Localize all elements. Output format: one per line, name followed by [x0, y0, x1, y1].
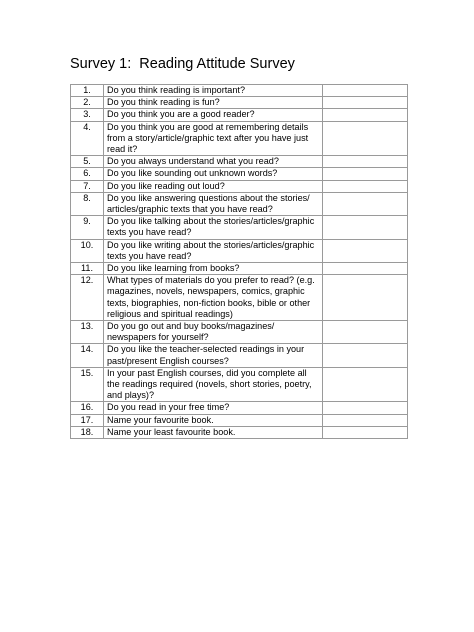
table-row — [71, 85, 408, 97]
question-text: Do you think you are good at remembering details from a story/article/graphic text after you have just read it? — [104, 121, 323, 156]
table-row — [71, 109, 408, 121]
answer-cell[interactable] — [323, 156, 408, 168]
question-text: Name your least favourite book. — [104, 426, 323, 438]
table-row — [71, 97, 408, 109]
question-text: Do you like sounding out unknown words? — [104, 168, 323, 180]
question-text: Do you read in your free time? — [104, 402, 323, 414]
question-number: 10. — [71, 239, 104, 262]
answer-cell[interactable] — [323, 402, 408, 414]
question-number: 1. — [71, 85, 104, 97]
question-text: Do you like answering questions about the stories/ articles/graphic texts that you have read? — [104, 192, 323, 215]
question-text: Do you like writing about the stories/articles/graphic texts you have read? — [104, 239, 323, 262]
question-number: 7. — [71, 180, 104, 192]
question-number: 5. — [71, 156, 104, 168]
answer-cell[interactable] — [323, 239, 408, 262]
survey-table — [70, 84, 408, 439]
answer-cell[interactable] — [323, 85, 408, 97]
page-title: Survey 1: Reading Attitude Survey — [70, 56, 295, 72]
question-number: 15. — [71, 367, 104, 402]
table-row — [71, 426, 408, 438]
question-text: Do you go out and buy books/magazines/ newspapers for yourself? — [104, 321, 323, 344]
table-row — [71, 121, 408, 156]
answer-cell[interactable] — [323, 109, 408, 121]
answer-cell[interactable] — [323, 426, 408, 438]
table-row — [71, 168, 408, 180]
table-row — [71, 263, 408, 275]
question-number: 12. — [71, 275, 104, 321]
table-row — [71, 344, 408, 367]
question-number: 2. — [71, 97, 104, 109]
table-row — [71, 192, 408, 215]
table-row — [71, 402, 408, 414]
answer-cell[interactable] — [323, 275, 408, 321]
question-number: 6. — [71, 168, 104, 180]
question-text: Do you think you are a good reader? — [104, 109, 323, 121]
table-row — [71, 321, 408, 344]
answer-cell[interactable] — [323, 121, 408, 156]
answer-cell[interactable] — [323, 97, 408, 109]
question-number: 14. — [71, 344, 104, 367]
table-row — [71, 275, 408, 321]
question-text: In your past English courses, did you complete all the readings required (novels, short stories, poetry, and plays)? — [104, 367, 323, 402]
answer-cell[interactable] — [323, 321, 408, 344]
table-row — [71, 156, 408, 168]
question-text: Do you like talking about the stories/articles/graphic texts you have read? — [104, 216, 323, 239]
question-number: 4. — [71, 121, 104, 156]
answer-cell[interactable] — [323, 367, 408, 402]
question-number: 3. — [71, 109, 104, 121]
question-text: Do you always understand what you read? — [104, 156, 323, 168]
answer-cell[interactable] — [323, 216, 408, 239]
question-text: Do you like learning from books? — [104, 263, 323, 275]
question-text: Do you think reading is fun? — [104, 97, 323, 109]
table-row — [71, 216, 408, 239]
table-row — [71, 239, 408, 262]
answer-cell[interactable] — [323, 180, 408, 192]
question-number: 11. — [71, 263, 104, 275]
question-text: Do you like reading out loud? — [104, 180, 323, 192]
question-text: Do you like the teacher-selected readings in your past/present English courses? — [104, 344, 323, 367]
table-row — [71, 180, 408, 192]
table-row — [71, 367, 408, 402]
answer-cell[interactable] — [323, 344, 408, 367]
question-text: Name your favourite book. — [104, 414, 323, 426]
answer-cell[interactable] — [323, 168, 408, 180]
answer-cell[interactable] — [323, 263, 408, 275]
question-text: What types of materials do you prefer to read? (e.g. magazines, novels, newspapers, comics, graphic texts, biographies, non-fiction books, bible or other religious and spiritual readings) — [104, 275, 323, 321]
answer-cell[interactable] — [323, 414, 408, 426]
question-number: 18. — [71, 426, 104, 438]
table-row — [71, 414, 408, 426]
question-number: 17. — [71, 414, 104, 426]
question-number: 13. — [71, 321, 104, 344]
answer-cell[interactable] — [323, 192, 408, 215]
question-number: 9. — [71, 216, 104, 239]
question-number: 16. — [71, 402, 104, 414]
question-number: 8. — [71, 192, 104, 215]
question-text: Do you think reading is important? — [104, 85, 323, 97]
